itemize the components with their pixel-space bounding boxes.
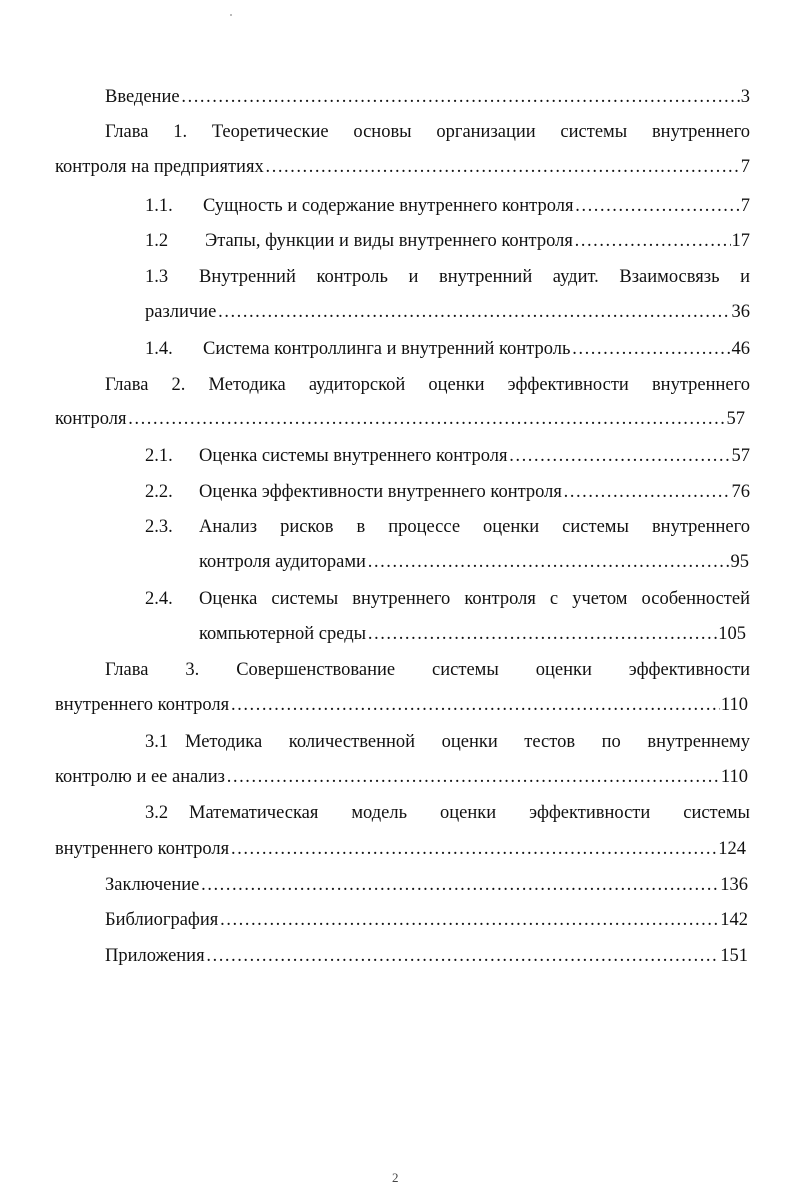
- toc-entry-title: Внутренний контроль и внутренний аудит. Взаимосвязь и: [199, 267, 750, 287]
- toc-section-1-3-continuation[interactable]: [145, 301, 750, 327]
- toc-entry-page: 57: [731, 446, 750, 466]
- dot-leader: [219, 909, 719, 931]
- toc-entry-title: Введение: [105, 87, 180, 107]
- toc-entry-page: 7: [740, 157, 750, 177]
- toc-entry-page: 17: [731, 231, 750, 251]
- toc-chapter-2-continuation[interactable]: [55, 408, 745, 434]
- toc-section-3-2-continuation[interactable]: [55, 838, 746, 864]
- toc-section-2-3-continuation[interactable]: [199, 551, 749, 577]
- toc-entry-page: 105: [718, 624, 746, 644]
- toc-section-number: 3.1: [145, 732, 169, 752]
- toc-entry-title: Приложения: [105, 946, 205, 966]
- toc-entry-title: компьютерной среды: [199, 624, 367, 644]
- toc-entry-title: Оценка эффективности внутреннего контроля: [199, 482, 562, 502]
- toc-entry-title: Заключение: [105, 875, 200, 895]
- toc-entry-title: контролю и ее анализ: [55, 767, 225, 787]
- toc-entry-title: Библиография: [105, 910, 219, 930]
- dot-leader: [574, 195, 739, 217]
- dot-leader: [265, 156, 740, 178]
- toc-section-1-3[interactable]: [145, 266, 750, 292]
- toc-entry-page: 76: [731, 482, 750, 502]
- toc-section-number: 1.2: [145, 231, 169, 251]
- toc-entry-title: Оценка системы внутреннего контроля с учетом особенностей: [199, 589, 750, 609]
- toc-chapter-1-continuation[interactable]: [55, 156, 750, 182]
- toc-section-number: 2.4.: [145, 589, 173, 609]
- toc-section-number: 1.4.: [145, 339, 173, 359]
- dot-leader: [508, 445, 730, 467]
- toc-entry-page: 46: [731, 339, 750, 359]
- dot-leader: [206, 945, 720, 967]
- toc-entry-page: 124: [718, 839, 746, 859]
- dot-leader: [181, 86, 740, 108]
- toc-section-1-1[interactable]: [145, 195, 750, 221]
- toc-entry-title: Оценка системы внутреннего контроля: [199, 446, 508, 466]
- toc-entry-page: 95: [730, 552, 749, 572]
- dot-leader: [217, 301, 730, 323]
- toc-section-2-3[interactable]: [145, 516, 750, 542]
- toc-entry-page: 7: [740, 196, 750, 216]
- toc-entry-page: 36: [731, 302, 750, 322]
- dot-leader: [367, 551, 730, 573]
- toc-entry-page: 110: [720, 767, 748, 787]
- toc-entry-intro[interactable]: [105, 86, 750, 112]
- toc-entry-bibliography[interactable]: [105, 909, 748, 935]
- toc-chapter-title: Глава 1. Теоретические основы организации системы внутреннего: [105, 122, 750, 142]
- dot-leader: [571, 338, 730, 360]
- toc-chapter-3-heading[interactable]: [105, 659, 750, 685]
- toc-entry-title: Методика количественной оценки тестов по внутреннему: [185, 732, 750, 752]
- toc-section-1-4[interactable]: [145, 338, 750, 364]
- toc-section-number: 3.2: [145, 803, 169, 823]
- toc-entry-title: контроля на предприятиях: [55, 157, 264, 177]
- dot-leader: [128, 408, 726, 430]
- dot-leader: [574, 230, 731, 252]
- toc-chapter-1-heading[interactable]: [105, 121, 750, 147]
- dot-leader: [226, 766, 720, 788]
- toc-chapter-title: Глава 3. Совершенствование системы оценки эффективности: [105, 660, 750, 680]
- toc-section-number: 1.1.: [145, 196, 173, 216]
- toc-entry-appendices[interactable]: [105, 945, 748, 971]
- dot-leader: [367, 623, 717, 645]
- toc-chapter-title: Глава 2. Методика аудиторской оценки эффективности внутреннего: [105, 375, 750, 395]
- page-number: 2: [392, 1170, 399, 1185]
- toc-entry-page: 110: [720, 695, 748, 715]
- toc-section-2-1[interactable]: [145, 445, 750, 471]
- toc-entry-title: внутреннего контроля: [55, 839, 230, 859]
- dot-leader: [200, 874, 719, 896]
- toc-entry-title: Этапы, функции и виды внутреннего контроля: [205, 231, 573, 251]
- dot-leader: [563, 481, 731, 503]
- toc-section-2-4-continuation[interactable]: [199, 623, 746, 649]
- toc-section-number: 2.3.: [145, 517, 173, 537]
- toc-chapter-3-continuation[interactable]: [55, 694, 748, 720]
- toc-entry-page: 151: [720, 946, 748, 966]
- toc-entry-title: Математическая модель оценки эффективности системы: [189, 803, 750, 823]
- toc-section-3-1[interactable]: [145, 731, 750, 757]
- toc-entry-page: 57: [726, 409, 745, 429]
- toc-entry-title: Сущность и содержание внутреннего контроля: [203, 196, 574, 216]
- toc-section-number: 2.1.: [145, 446, 173, 466]
- toc-entry-title: Система контроллинга и внутренний контроль: [203, 339, 571, 359]
- toc-entry-page: 136: [720, 875, 748, 895]
- toc-section-number: 2.2.: [145, 482, 173, 502]
- toc-section-3-2[interactable]: [145, 802, 750, 828]
- toc-section-1-2[interactable]: [145, 230, 750, 256]
- toc-entry-title: Анализ рисков в процессе оценки системы внутреннего: [199, 517, 750, 537]
- toc-chapter-2-heading[interactable]: [105, 374, 750, 400]
- toc-entry-title: контроля: [55, 409, 127, 429]
- toc-entry-conclusion[interactable]: [105, 874, 748, 900]
- toc-entry-title: различие: [145, 302, 217, 322]
- toc-section-2-2[interactable]: [145, 481, 750, 507]
- toc-entry-title: внутреннего контроля: [55, 695, 230, 715]
- toc-entry-title: контроля аудиторами: [199, 552, 366, 572]
- dot-leader: [230, 838, 717, 860]
- dot-leader: [230, 694, 720, 716]
- toc-entry-page: 3: [740, 87, 750, 107]
- toc-section-2-4[interactable]: [145, 588, 750, 614]
- toc-section-3-1-continuation[interactable]: [55, 766, 748, 792]
- toc-entry-page: 142: [720, 910, 748, 930]
- toc-section-number: 1.3: [145, 267, 169, 287]
